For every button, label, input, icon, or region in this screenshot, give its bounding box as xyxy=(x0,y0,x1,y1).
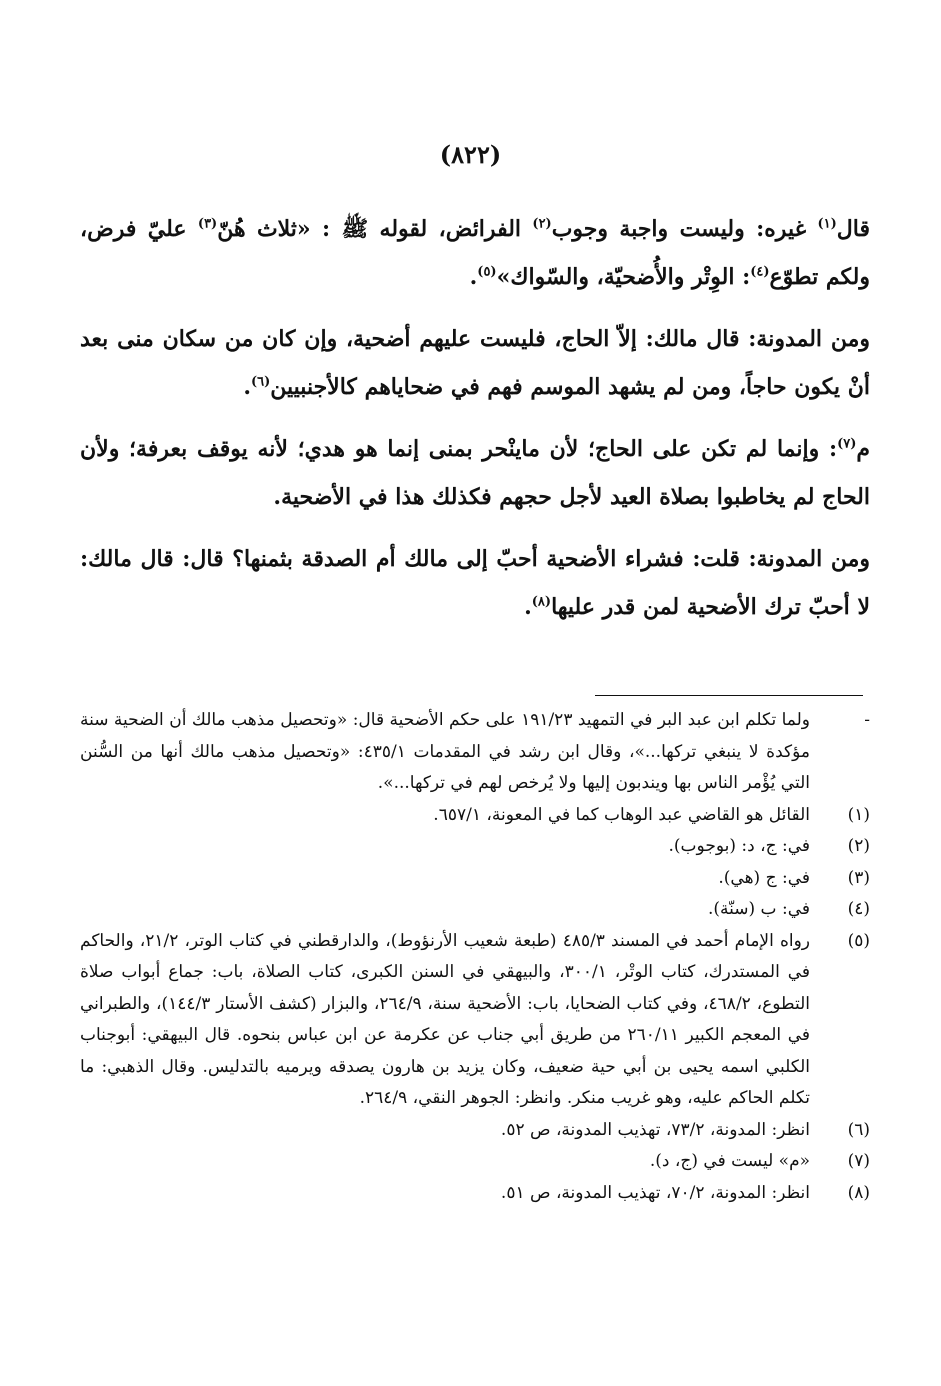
footnote-number: (٢) xyxy=(847,836,870,856)
footnote-number: (٣) xyxy=(847,867,870,888)
paragraph-text: م xyxy=(856,436,870,462)
footnote-marker[interactable]: (٣) xyxy=(197,216,218,232)
paragraph xyxy=(80,315,870,411)
footnote-text: انظر: المدونة، ٧٠/٢، تهذيب المدونة، ص ٥١. xyxy=(500,1182,810,1203)
footnote-marker[interactable]: (٥) xyxy=(477,264,497,280)
footnote-marker[interactable]: (٤) xyxy=(750,264,770,280)
footnote-number: (٤) xyxy=(847,899,870,919)
footnote xyxy=(80,1178,870,1210)
footnote-number: (١) xyxy=(847,804,870,825)
paragraph-text: غيره: وليست واجبة وجوب xyxy=(551,216,818,242)
footnote-number: - xyxy=(864,710,870,730)
footnote-text: في: ب (سنّة). xyxy=(708,899,810,919)
footnote-text: في: ج، د: (بوجوب). xyxy=(668,836,810,856)
footnote-number: (٦) xyxy=(847,1119,870,1140)
paragraph-text: . xyxy=(469,264,478,290)
footnote xyxy=(80,1115,870,1147)
paragraph-text: قال xyxy=(836,216,870,242)
page-number: (٨٢٢) xyxy=(439,140,502,169)
footnotes xyxy=(80,705,870,1209)
footnote xyxy=(80,926,870,1115)
footnote-number: (٥) xyxy=(847,930,870,951)
footnote-marker[interactable]: (١) xyxy=(817,216,837,232)
footnote-text: رواه الإمام أحمد في المسند ٤٨٥/٣ (طبعة شعيب الأرنؤوط)، والدارقطني في كتاب الوتر، ٢١/٢، والحاكم في المستدرك، كتاب الوتْر، ٣٠٠/١، والبيهقي في السنن الكبرى، كتاب الصلاة، باب: جماع أبواب صلاة التطوع، ٤٦٨/٢، وفي كتاب الضحايا، باب: الأضحية سنة، ٢٦٤/٩، والبزار (كشف الأستار ١٤٤/٣)، والطبراني في المعجم الكبير ٢٦٠/١١ من طريق أبي جناب عن عكرمة عن ابن عباس بنحوه. قال البيهقي: أبوجناب الكلبي اسمه يحيى بن أبي حية ضعيف، وكان يزيد بن هارون يصدقه ويرميه بالتدليس. وقال الذهبي: ما تكلم الحاكم عليه، وهو غريب منكر. وانظر: الجوهر النقي، ٢٦٤/٩. xyxy=(80,930,811,1108)
paragraph xyxy=(80,425,870,521)
footnote xyxy=(80,863,870,895)
footnote-marker[interactable]: (٨) xyxy=(531,594,552,610)
paragraph-text: الفرائض، لقوله ﷺ : «ثلاث هُنّ xyxy=(217,216,533,242)
footnote-text: انظر: المدونة، ٧٣/٢، تهذيب المدونة، ص ٥٢. xyxy=(500,1119,810,1140)
footnote-marker[interactable]: (٦) xyxy=(250,374,271,390)
footnote-separator xyxy=(595,695,863,696)
paragraph-text: . xyxy=(243,374,251,400)
footnote-marker[interactable]: (٢) xyxy=(532,216,552,232)
paragraph-text: ومن المدونة: قلت: فشراء الأضحية أحبّ إلى مالك أم الصدقة بثمنها؟ قال: قال مالك: لا أحبّ ترك الأضحية لمن قدر عليها xyxy=(80,546,870,620)
paragraph-text: ومن المدونة: قال مالك: إلاّ الحاج، فليست عليهم أضحية، وإن كان من سكان منى بعد أنْ يكون حاجاً، ومن لم يشهد الموسم فهم في ضحاياهم كالأجنبيين xyxy=(80,326,870,400)
paragraph-text: : الوِتْر والأُضحيّة، والسّواك» xyxy=(496,264,751,290)
paragraph-text: : وإنما لم تكن على الحاج؛ لأن ماينْحر بمنى إنما هو هدي؛ لأنه يوقف بعرفة؛ ولأن الحاج لم يخاطبوا بصلاة العيد لأجل حجهم فكذلك هذا في الأضحية. xyxy=(80,436,870,510)
paragraph xyxy=(80,535,870,631)
footnote-number: (٧) xyxy=(847,1151,870,1171)
footnote xyxy=(80,800,870,832)
footnote xyxy=(80,1146,870,1178)
paragraph-text: عليّ فرض، ولكم تطوّع xyxy=(80,216,870,290)
paragraph xyxy=(80,205,870,301)
footnote-marker[interactable]: (٧) xyxy=(837,436,857,452)
footnote-text: القائل هو القاضي عبد الوهاب كما في المعونة، ٦٥٧/١. xyxy=(433,804,810,825)
footnote xyxy=(80,894,870,926)
footnote xyxy=(80,831,870,863)
footnote-text: في: ج (هي). xyxy=(718,867,810,888)
footnote-text: ولما تكلم ابن عبد البر في التمهيد ١٩١/٢٣ على حكم الأضحية قال: «وتحصيل مذهب مالك أن الضحية سنة مؤكدة لا ينبغي تركها...»، وقال ابن رشد في المقدمات ٤٣٥/١: «وتحصيل مذهب مالك أنها من السُّنن التي يُؤْمر الناس بها ويندبون إليها ولا يُرخص لهم في تركها...». xyxy=(80,710,811,793)
main-text xyxy=(80,205,870,645)
footnote-number: (٨) xyxy=(847,1182,870,1203)
footnote xyxy=(80,705,870,800)
paragraph-text: . xyxy=(524,594,532,620)
footnote-text: «م» ليست في (ج، د). xyxy=(649,1151,810,1171)
